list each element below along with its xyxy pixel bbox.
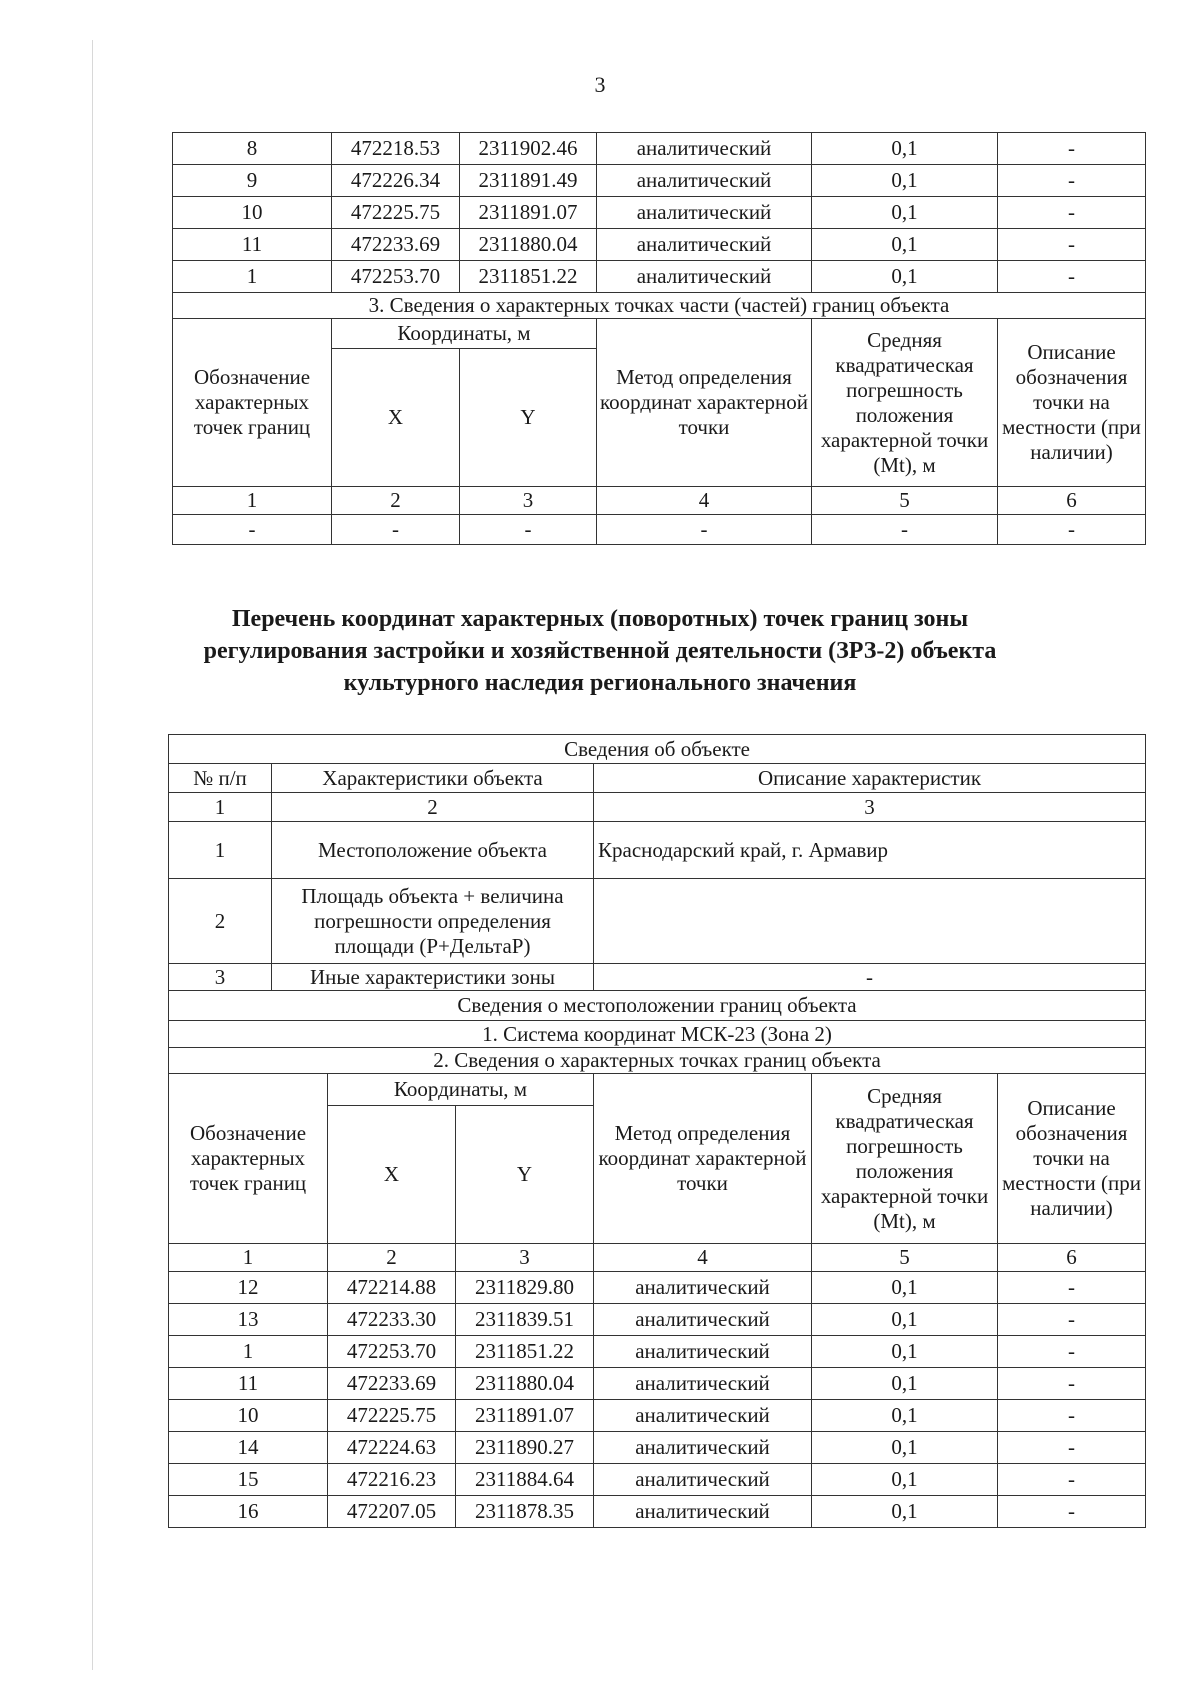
mt-cell: 0,1: [812, 1400, 998, 1432]
header-method: Метод определения координат характерной точки: [594, 1074, 812, 1244]
col-number: 6: [998, 487, 1146, 515]
header-designation: Обозначение характерных точек границ: [169, 1074, 328, 1244]
col-number: 2: [332, 487, 460, 515]
y-coordinate: 2311884.64: [456, 1464, 594, 1496]
object-info-title: Сведения об объекте: [169, 735, 1146, 764]
row-number: 1: [169, 822, 272, 879]
table-row: [169, 1272, 1146, 1304]
y-coordinate: 2311891.07: [456, 1400, 594, 1432]
mt-cell: 0,1: [812, 261, 998, 293]
mt-cell: 0,1: [812, 1432, 998, 1464]
header-method: Метод определения координат характерной точки: [597, 319, 812, 487]
row-number: 3: [169, 964, 272, 991]
col-number: 1: [169, 1244, 328, 1272]
point-number: 14: [169, 1432, 328, 1464]
method-cell: аналитический: [594, 1464, 812, 1496]
y-coordinate: 2311891.49: [460, 165, 597, 197]
point-number: 1: [169, 1336, 328, 1368]
table-row: [169, 1368, 1146, 1400]
method-cell: аналитический: [594, 1272, 812, 1304]
x-coordinate: 472226.34: [332, 165, 460, 197]
mt-cell: 0,1: [812, 165, 998, 197]
header-coordinates: Координаты, м: [328, 1074, 594, 1106]
empty-cell: -: [597, 515, 812, 545]
point-number: 10: [173, 197, 332, 229]
section2-title: 2. Сведения о характерных точках границ объекта: [169, 1048, 1146, 1074]
description-cell: -: [998, 229, 1146, 261]
table-row: [169, 1432, 1146, 1464]
point-number: 12: [169, 1272, 328, 1304]
x-coordinate: 472233.30: [328, 1304, 456, 1336]
table-row: [169, 1464, 1146, 1496]
characteristic-other: Иные характеристики зоны: [272, 964, 594, 991]
x-coordinate: 472225.75: [328, 1400, 456, 1432]
col-number: 3: [594, 793, 1146, 822]
description-cell: -: [998, 1496, 1146, 1528]
mt-cell: 0,1: [812, 1272, 998, 1304]
point-number: 8: [173, 133, 332, 165]
method-cell: аналитический: [597, 261, 812, 293]
method-cell: аналитический: [594, 1496, 812, 1528]
header-mt: Средняя квадратическая погрешность положения характерной точки (Mt), м: [812, 319, 998, 487]
table-row: [169, 1400, 1146, 1432]
description-cell: -: [998, 1464, 1146, 1496]
location-value: Краснодарский край, г. Армавир: [594, 822, 1146, 879]
description-cell: -: [998, 261, 1146, 293]
col-header-description: Описание характеристик: [594, 764, 1146, 793]
empty-cell: -: [998, 515, 1146, 545]
y-coordinate: 2311851.22: [456, 1336, 594, 1368]
point-number: 1: [173, 261, 332, 293]
col-number: 6: [998, 1244, 1146, 1272]
x-coordinate: 472218.53: [332, 133, 460, 165]
heading-line: культурного наследия регионального значения: [343, 670, 857, 696]
point-number: 11: [169, 1368, 328, 1400]
empty-cell: -: [332, 515, 460, 545]
header-designation: Обозначение характерных точек границ: [173, 319, 332, 487]
col-number: 1: [169, 793, 272, 822]
point-number: 10: [169, 1400, 328, 1432]
mt-cell: 0,1: [812, 197, 998, 229]
col-number: 5: [812, 487, 998, 515]
x-coordinate: 472225.75: [332, 197, 460, 229]
table-row: [169, 1336, 1146, 1368]
point-number: 9: [173, 165, 332, 197]
y-coordinate: 2311880.04: [456, 1368, 594, 1400]
y-coordinate: 2311878.35: [456, 1496, 594, 1528]
table-row: [173, 133, 1146, 165]
x-coordinate: 472214.88: [328, 1272, 456, 1304]
table-row: [169, 1304, 1146, 1336]
header-description: Описание обозначения точки на местности (при наличии): [998, 319, 1146, 487]
mt-cell: 0,1: [812, 1304, 998, 1336]
top-points-table: [172, 132, 1146, 545]
header-coordinates: Координаты, м: [332, 319, 597, 349]
mt-cell: 0,1: [812, 1336, 998, 1368]
description-cell: -: [998, 1432, 1146, 1464]
method-cell: аналитический: [597, 165, 812, 197]
mt-cell: 0,1: [812, 1464, 998, 1496]
y-coordinate: 2311891.07: [460, 197, 597, 229]
scan-margin-line: [92, 40, 93, 1670]
header-x: X: [332, 349, 460, 487]
method-cell: аналитический: [594, 1304, 812, 1336]
header-mt: Средняя квадратическая погрешность положения характерной точки (Mt), м: [812, 1074, 998, 1244]
mt-cell: 0,1: [812, 133, 998, 165]
method-cell: аналитический: [597, 229, 812, 261]
table-row: [173, 165, 1146, 197]
method-cell: аналитический: [594, 1400, 812, 1432]
other-value: -: [594, 964, 1146, 991]
description-cell: -: [998, 1304, 1146, 1336]
method-cell: аналитический: [594, 1432, 812, 1464]
description-cell: -: [998, 133, 1146, 165]
y-coordinate: 2311880.04: [460, 229, 597, 261]
col-number: 3: [456, 1244, 594, 1272]
col-header-characteristics: Характеристики объекта: [272, 764, 594, 793]
empty-cell: -: [812, 515, 998, 545]
x-coordinate: 472253.70: [332, 261, 460, 293]
header-description: Описание обозначения точки на местности (при наличии): [998, 1074, 1146, 1244]
table-row: [173, 229, 1146, 261]
header-y: Y: [460, 349, 597, 487]
mt-cell: 0,1: [812, 1496, 998, 1528]
page-number: 3: [594, 72, 606, 97]
col-number: 4: [594, 1244, 812, 1272]
document-heading: [120, 603, 1080, 699]
col-number: 3: [460, 487, 597, 515]
heading-line: Перечень координат характерных (поворотных) точек границ зоны: [231, 606, 969, 632]
heading-line: регулирования застройки и хозяйственной деятельности (ЗРЗ-2) объекта: [203, 638, 997, 664]
col-number: 2: [272, 793, 594, 822]
y-coordinate: 2311902.46: [460, 133, 597, 165]
col-number: 1: [173, 487, 332, 515]
y-coordinate: 2311890.27: [456, 1432, 594, 1464]
col-number: 2: [328, 1244, 456, 1272]
method-cell: аналитический: [594, 1336, 812, 1368]
y-coordinate: 2311839.51: [456, 1304, 594, 1336]
method-cell: аналитический: [597, 197, 812, 229]
point-number: 11: [173, 229, 332, 261]
x-coordinate: 472233.69: [332, 229, 460, 261]
table-row: [169, 1496, 1146, 1528]
top-points-rows: [173, 133, 1146, 293]
point-number: 16: [169, 1496, 328, 1528]
method-cell: аналитический: [597, 133, 812, 165]
x-coordinate: 472233.69: [328, 1368, 456, 1400]
main-points-rows: [169, 1272, 1146, 1528]
characteristic-area: Площадь объекта + величина погрешности определения площади (P+ДельтаP): [272, 879, 594, 964]
y-coordinate: 2311851.22: [460, 261, 597, 293]
x-coordinate: 472207.05: [328, 1496, 456, 1528]
coordinate-system: 1. Система координат МСК-23 (Зона 2): [169, 1021, 1146, 1048]
area-value: [594, 879, 1146, 964]
x-coordinate: 472253.70: [328, 1336, 456, 1368]
point-number: 13: [169, 1304, 328, 1336]
point-number: 15: [169, 1464, 328, 1496]
x-coordinate: 472216.23: [328, 1464, 456, 1496]
col-number: 5: [812, 1244, 998, 1272]
row-number: 2: [169, 879, 272, 964]
description-cell: -: [998, 197, 1146, 229]
empty-cell: -: [173, 515, 332, 545]
header-x: X: [328, 1106, 456, 1244]
col-number: 4: [597, 487, 812, 515]
mt-cell: 0,1: [812, 229, 998, 261]
description-cell: -: [998, 1400, 1146, 1432]
description-cell: -: [998, 1368, 1146, 1400]
description-cell: -: [998, 1336, 1146, 1368]
empty-cell: -: [460, 515, 597, 545]
location-section-title: Сведения о местоположении границ объекта: [169, 991, 1146, 1021]
x-coordinate: 472224.63: [328, 1432, 456, 1464]
y-coordinate: 2311829.80: [456, 1272, 594, 1304]
header-y: Y: [456, 1106, 594, 1244]
col-header-num: № п/п: [169, 764, 272, 793]
method-cell: аналитический: [594, 1368, 812, 1400]
characteristic-location: Местоположение объекта: [272, 822, 594, 879]
section3-title: 3. Сведения о характерных точках части (частей) границ объекта: [173, 293, 1146, 319]
mt-cell: 0,1: [812, 1368, 998, 1400]
table-row: [173, 197, 1146, 229]
object-info-table: [168, 734, 1146, 1528]
description-cell: -: [998, 165, 1146, 197]
table-row: [173, 261, 1146, 293]
description-cell: -: [998, 1272, 1146, 1304]
